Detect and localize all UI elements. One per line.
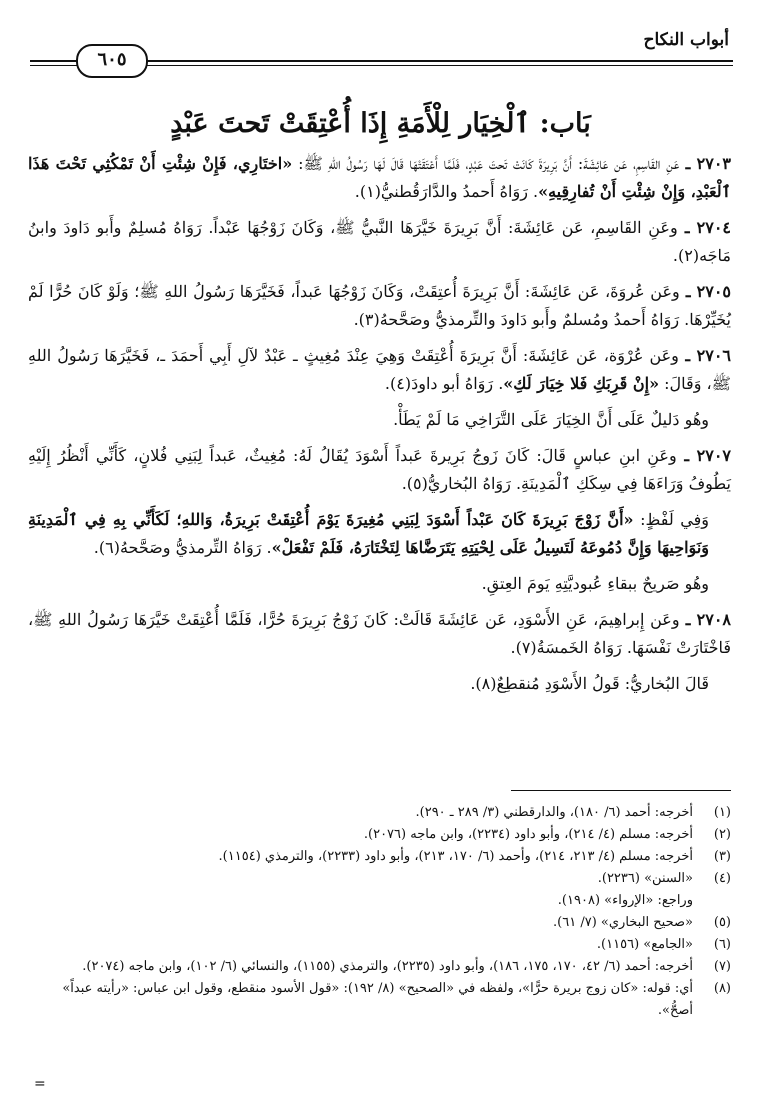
hadith-paragraph: [28, 670, 731, 698]
footnote-text: «صحيح البخاري» (٧/ ٦١).: [553, 915, 693, 930]
prophetic-quote: «اختَارِي، فَإِنْ شِئْتِ أَنْ تَمْكُثِي تَحْتَ هَذَا ٱلْعَبْدِ، وَإِنْ شِئْتِ أَنْ تُفارِقِيهِ»: [28, 154, 731, 201]
paragraph-text: وعَن عُروَةَ، عَن عَائِشَةَ: أَنَّ بَرِيرَةَ أُعتِقَتْ، وَكَانَ زَوْجُهَا عَبداً، فَخَيَّرَهَا رَسُولُ اللهِ ﷺ؛ وَلَوْ كَانَ حُرًّا لَمْ يُخَيِّرْهَا. رَوَاهُ أَحمدُ ومُسلمٌ وأَبو دَاودَ والتِّرمذيُّ وصَحَّحهُ(٣).: [28, 282, 731, 329]
footnote: [40, 868, 731, 890]
footnote: [40, 846, 731, 868]
prophetic-quote: «أَنَّ زَوْجَ بَرِيرَةَ كَانَ عَبْداً أَسْوَدَ لِبَنِي مُغِيرَةَ يَوْمَ أُعْتِقَتْ بَرِيرَةُ، وَاللهِ؛ لَكَأَنِّي بِهِ فِي ٱلْمَدِينَةِ وَنَوَاحِيهَا وَإِنَّ دُمُوعَهُ لَتَسِيلُ عَلَى لِحْيَتِهِ يَتَرَضَّاهَا لِتَخْتَارَهُ، فَلَمْ تَفْعَلْ»: [28, 510, 709, 557]
footnote-mark: (٥): [713, 915, 731, 930]
footnote-text: أي: قوله: «كان زوج بريرة حرًّا»، ولفظه في «الصحيح» (٨/ ١٩٢): «قول الأسود منقطع، وقول ابن عباس: «رأيته عبداً» أصحُّ».: [62, 981, 693, 1018]
paragraph-text: وعَن إِبراهِيمَ، عَنِ الأَسْوَدِ، عَن عَائِشَةَ قَالَتْ: كَانَ زَوْجُ بَرِيرَةَ حُرًّا، فَلَمَّا أُعْتِقَتْ خَيَّرَهَا رَسُولُ اللهِ ﷺ، فَاخْتَارَتْ نَفْسَهَا. رَوَاهُ الخَمسَةُ(٧).: [28, 610, 731, 657]
footnote-mark: (٤): [713, 871, 731, 886]
footnote-mark: (٨): [713, 981, 731, 996]
paragraph-text: وَفِي لَفْظٍ:: [633, 510, 709, 529]
paragraph-text: وعَن عُرْوَة، عَن عَائِشَةَ: أَنَّ بَرِيرَةَ أُعْتِقَتْ وَهِيَ عِنْدَ مُغِيثٍ ـ عَبْدٌ لآلِ أَبِي أَحمَدَ ـ، فَخَيَّرَهَا رَسُولُ اللهِ ﷺ، وَقَالَ:: [28, 346, 731, 393]
hadith-paragraph: [28, 570, 731, 598]
paragraph-citation: . رَوَاهُ التِّرمذيُّ وصَحَّحهُ(٦).: [93, 538, 272, 557]
footnote-mark: (٢): [713, 827, 731, 842]
hadith-paragraph: [28, 150, 731, 206]
paragraph-text: وعَنِ القَاسِمِ، عَن عَائِشَةَ: أَنَّ بَرِيرَةَ خَيَّرَهَا النَّبيُّ ﷺ، وَكَانَ زَوْجُهَا عَبْداً. رَوَاهُ مُسلِمٌ وأَبو دَاودَ وابنُ مَاجَه(٢).: [28, 218, 731, 265]
hadith-paragraph: [28, 442, 731, 498]
chapter-heading: بَاب: ٱلْخِيَار لِلْأَمَةِ إِذَا أُعْتِقَتْ تَحتَ عَبْدٍ: [170, 108, 591, 139]
paragraph-text: عَنِ القَاسِمِ، عَن عَائِشَةَ: أَنَّ بَرِيرَةَ كَانَتْ تَحتَ عَبْدٍ، فَلَمَّا أَعْتَقَتْهَا قَالَ لَهَا رَسُولُ اللهِ ﷺ:: [292, 154, 680, 173]
paragraph-citation: . رَوَاهُ أبو داودَ(٤).: [384, 374, 504, 393]
running-header: [30, 26, 733, 68]
hadith-number: ٢٧٠٤ ـ: [677, 218, 732, 237]
paragraph-text: وهُو صَريحٌ ببقاءِ عُبوديَّتِهِ يَومَ العِتقِ.: [481, 574, 709, 593]
footnote: [40, 978, 731, 1022]
footnote-mark: (٧): [713, 959, 731, 974]
footnote: [40, 956, 731, 978]
hadith-paragraph: [28, 342, 731, 398]
footnote-text: «السنن» (٢٢٣٦).: [597, 871, 693, 886]
footnote-text: أخرجه: أحمد (٦/ ٤٢، ١٧٠، ١٧٥، ١٨٦)، وأبو داود (٢٢٣٥)، والترمذي (١١٥٥)، والنسائي (٦/ ١٠٢)، وابن ماجه (٢٠٧٤).: [82, 959, 693, 974]
paragraph-text: قَالَ البُخاريُّ: قَولُ الأَسْوَدِ مُنقطِعٌ(٨).: [470, 674, 709, 693]
paragraph-citation: . رَوَاهُ أَحمدُ والدَّارَقُطنيُّ(١).: [354, 182, 539, 201]
page-number: ٦٠٥: [76, 44, 148, 78]
hadith-paragraph: [28, 606, 731, 662]
footnote-text: أخرجه: أحمد (٦/ ١٨٠)، والدارقطني (٣/ ٢٨٩ ـ ٢٩٠).: [415, 805, 693, 820]
paragraph-text: وهُو دَليلٌ عَلَى أَنَّ الخِيَارَ عَلَى التَّرَاخِي مَا لَمْ يَطَأْ.: [393, 410, 709, 429]
prophetic-quote: «إِنْ قَرِبَكِ فَلا خِيَارَ لَكِ»: [503, 374, 660, 393]
hadith-number: ٢٧٠٨ ـ: [679, 610, 731, 629]
footnote-extra: وراجع: «الإرواء» (١٩٠٨).: [557, 893, 693, 908]
page-number-ornament: [50, 44, 170, 74]
hadith-number: ٢٧٠٦ ـ: [678, 346, 731, 365]
hadith-number: ٢٧٠٥ ـ: [679, 282, 732, 301]
chapter-title: أبواب النكاح: [643, 30, 729, 50]
footnote: [40, 802, 731, 824]
continuation-mark: =: [34, 1076, 46, 1092]
main-text: [28, 150, 731, 706]
footnote-text: «الجامع» (١١٥٦).: [596, 937, 693, 952]
footnote-text: أخرجه: مسلم (٤/ ٢١٣، ٢١٤)، وأحمد (٦/ ١٧٠، ٢١٣)، وأبو داود (٢٢٣٣)، والترمذي (١١٥٤).: [218, 849, 693, 864]
hadith-paragraph: [28, 278, 731, 334]
footnote-text: أخرجه: مسلم (٤/ ٢١٤)، وأبو داود (٢٢٣٤)، وابن ماجه (٢٠٧٦).: [363, 827, 693, 842]
hadith-paragraph: [28, 406, 731, 434]
hadith-paragraph: [28, 506, 731, 562]
footnote: [40, 912, 731, 934]
hadith-paragraph: [28, 214, 731, 270]
footnote-mark: (٣): [713, 849, 731, 864]
footnote-separator: [511, 790, 731, 791]
footnotes: [40, 802, 731, 1022]
paragraph-text: وعَنِ ابنِ عباسٍ قَالَ: كَانَ زَوجُ بَرِيرةَ عَبداً أَسْوَدَ يُقَالُ لَهُ: مُغِيثٌ، عَبداً لِبَنِي فُلانٍ، كَأَنِّي أَنْظُرُ إِلَيْهِ يَطُوفُ وَرَاءَهَا فِي سِكَكِ ٱلْمَدِينَةِ. رَوَاهُ البُخاريُّ(٥).: [28, 446, 731, 493]
footnote: [40, 824, 731, 846]
footnote: [40, 934, 731, 956]
hadith-number: ٢٧٠٣ ـ: [679, 154, 732, 173]
hadith-number: ٢٧٠٧ ـ: [676, 446, 732, 465]
footnote-mark: (٦): [713, 937, 731, 952]
footnote-mark: (١): [713, 805, 731, 820]
